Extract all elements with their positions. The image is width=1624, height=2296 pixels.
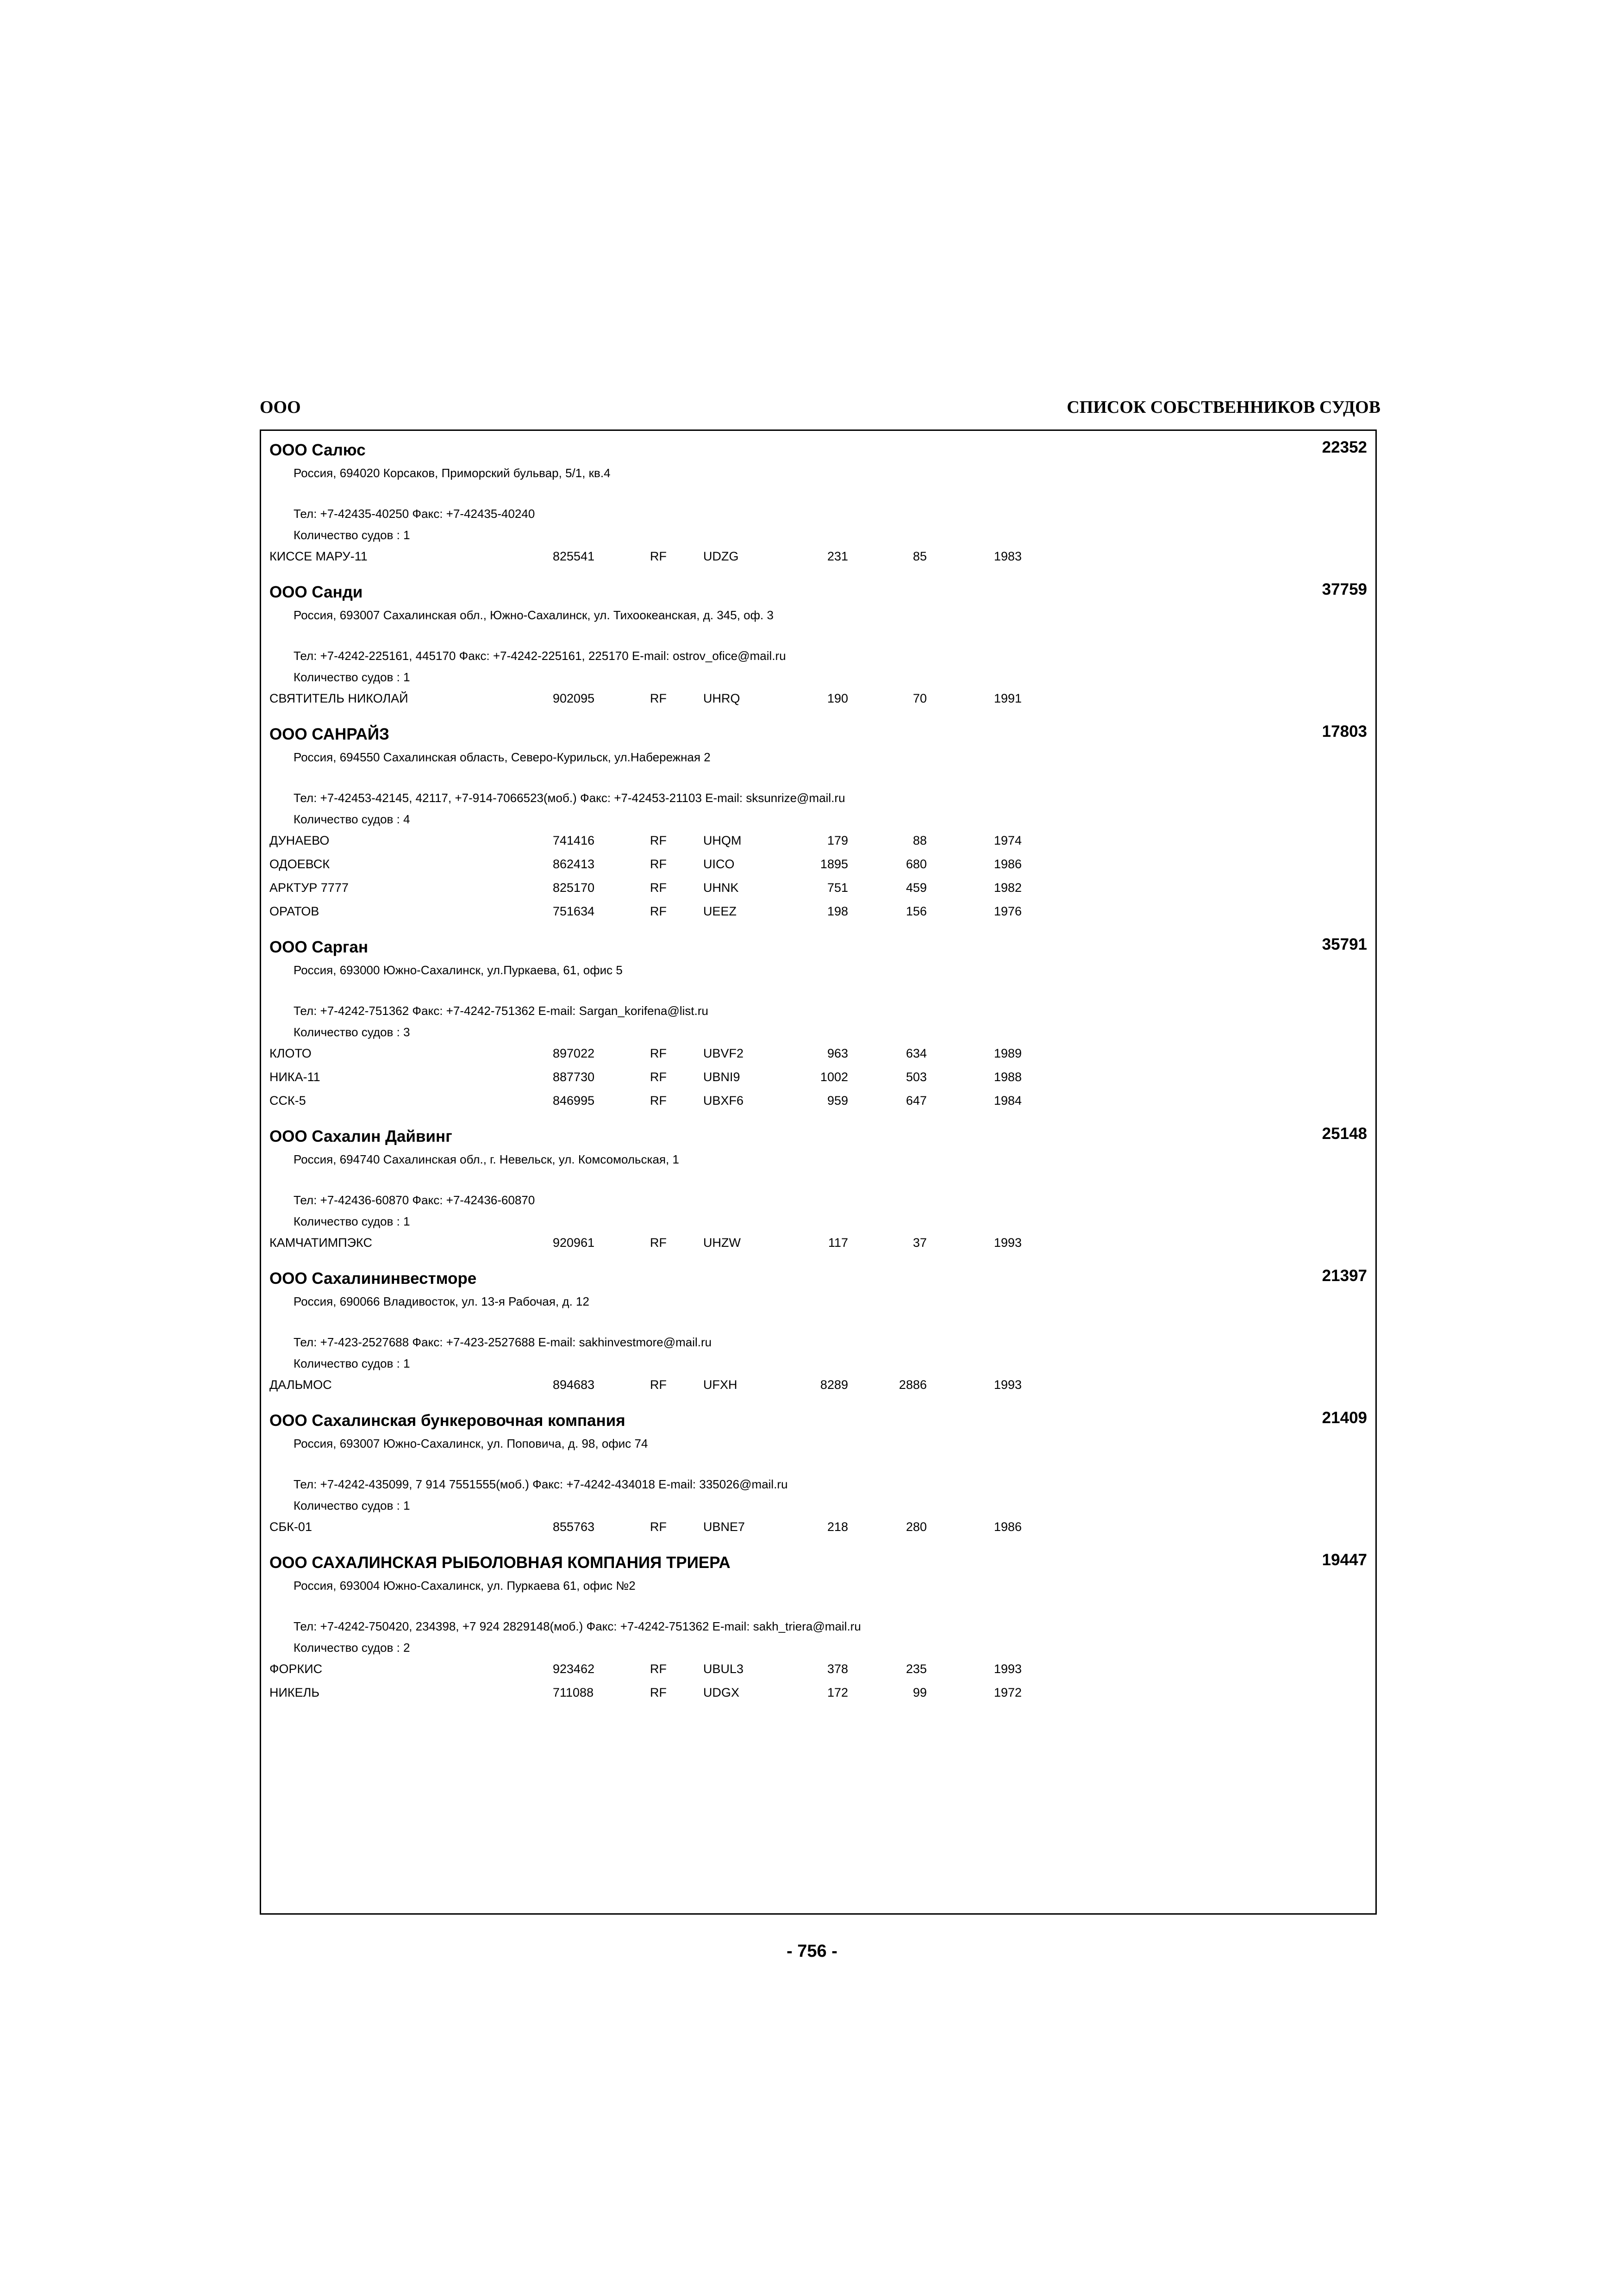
vessel-flag: RF: [650, 549, 667, 563]
vessel-row: [269, 856, 1367, 880]
vessel-flag: RF: [650, 1520, 667, 1534]
header-section-label: ООО: [260, 398, 301, 417]
vessel-gross-tonnage: 198: [827, 904, 848, 918]
company-name: ООО Санди: [269, 583, 363, 601]
company-address: Россия, 693000 Южно-Сахалинск, ул.Пуркаева, 61, офис 5: [294, 963, 623, 977]
vessel-gross-tonnage: 1895: [820, 857, 848, 871]
vessel-year: 1993: [994, 1378, 1022, 1392]
vessel-row: [269, 833, 1367, 856]
company-heading: [269, 1127, 1367, 1151]
company-address: Россия, 693004 Южно-Сахалинск, ул. Пуркаева 61, офис №2: [294, 1579, 636, 1593]
company-contacts: Тел: +7-42435-40250 Факс: +7-42435-40240: [294, 507, 535, 521]
company-heading: [269, 935, 1367, 962]
vessel-number: 902095: [553, 691, 595, 705]
vessel-name: ОДОЕВСК: [269, 857, 330, 871]
vessel-net-tonnage: 235: [906, 1662, 927, 1676]
vessel-name: СВЯТИТЕЛЬ НИКОЛАЙ: [269, 691, 408, 705]
vessel-callsign: UICO: [703, 857, 735, 871]
vessel-row: [269, 691, 1367, 714]
company-entry: [269, 1409, 1367, 1543]
vessel-number: 711088: [553, 1686, 594, 1699]
vessel-year: 1983: [994, 549, 1022, 563]
company-name: ООО САНРАЙЗ: [269, 725, 389, 743]
vessel-net-tonnage: 280: [906, 1520, 927, 1534]
company-contacts: Тел: +7-42453-42145, 42117, +7-914-7066523(моб.) Факс: +7-42453-21103 E-mail: sksunrize@mail.ru: [294, 791, 845, 805]
vessel-gross-tonnage: 172: [827, 1686, 848, 1699]
vessel-callsign: UHQM: [703, 834, 742, 847]
vessel-callsign: UEEZ: [703, 904, 737, 918]
vessel-number: 862413: [553, 857, 595, 871]
vessel-number: 887730: [553, 1070, 595, 1084]
vessel-net-tonnage: 680: [906, 857, 927, 871]
company-heading: [269, 580, 1367, 607]
vessel-number: 920961: [553, 1236, 595, 1250]
company-id: 25148: [1322, 1125, 1367, 1143]
company-list: [269, 438, 1367, 1719]
vessel-name: КЛОТО: [269, 1046, 312, 1060]
company-heading: [269, 1269, 1367, 1294]
company-contacts: Тел: +7-4242-225161, 445170 Факс: +7-4242-225161, 225170 E-mail: ostrov_ofice@mail.ru: [294, 649, 786, 663]
company-contacts: Тел: +7-4242-751362 Факс: +7-4242-751362 E-mail: Sargan_korifena@list.ru: [294, 1004, 708, 1018]
vessel-year: 1993: [994, 1662, 1022, 1676]
vessel-row: [269, 1661, 1367, 1685]
vessel-year: 1988: [994, 1070, 1022, 1084]
vessel-flag: RF: [650, 1046, 667, 1060]
company-contacts: Тел: +7-42436-60870 Факс: +7-42436-60870: [294, 1193, 535, 1207]
company-address: Россия, 694740 Сахалинская обл., г. Невельск, ул. Комсомольская, 1: [294, 1152, 679, 1166]
vessel-net-tonnage: 85: [912, 549, 927, 563]
vessel-name: КАМЧАТИМПЭКС: [269, 1236, 372, 1250]
company-entry: [269, 935, 1367, 1116]
company-name: ООО САХАЛИНСКАЯ РЫБОЛОВНАЯ КОМПАНИЯ ТРИЕРА: [269, 1554, 731, 1572]
vessel-number: 923462: [553, 1662, 595, 1676]
vessel-net-tonnage: 634: [906, 1046, 927, 1060]
company-address: Россия, 693007 Южно-Сахалинск, ул. Поповича, д. 98, офис 74: [294, 1437, 648, 1450]
vessel-callsign: UDZG: [703, 549, 739, 563]
vessel-net-tonnage: 37: [912, 1236, 927, 1250]
vessel-gross-tonnage: 231: [827, 549, 848, 563]
vessel-number: 894683: [553, 1378, 595, 1392]
company-id: 19447: [1322, 1551, 1367, 1569]
company-contacts: Тел: +7-423-2527688 Факс: +7-423-2527688 E-mail: sakhinvestmore@mail.ru: [294, 1335, 712, 1349]
vessel-callsign: UFXH: [703, 1378, 737, 1392]
vessel-year: 1986: [994, 1520, 1022, 1534]
company-contacts: Тел: +7-4242-435099, 7 914 7551555(моб.) Факс: +7-4242-434018 E-mail: 335026@mail.ru: [294, 1477, 788, 1491]
vessel-number: 846995: [553, 1094, 595, 1108]
vessel-flag: RF: [650, 1378, 667, 1392]
company-address: Россия, 694550 Сахалинская область, Северо-Курильск, ул.Набережная 2: [294, 750, 711, 764]
vessel-name: ОРАТОВ: [269, 904, 319, 918]
vessel-net-tonnage: 2886: [899, 1378, 927, 1392]
vessel-row: [269, 1093, 1367, 1116]
vessel-year: 1989: [994, 1046, 1022, 1060]
vessel-net-tonnage: 459: [906, 881, 927, 895]
company-address: Россия, 693007 Сахалинская обл., Южно-Сахалинск, ул. Тихоокеанская, д. 345, оф. 3: [294, 608, 774, 622]
company-name: ООО Сахалин Дайвинг: [269, 1127, 452, 1145]
vessel-year: 1986: [994, 857, 1022, 871]
vessel-name: ФОРКИС: [269, 1662, 323, 1676]
company-contacts: Тел: +7-4242-750420, 234398, +7 924 2829148(моб.) Факс: +7-4242-751362 E-mail: sakh_triera@mail.ru: [294, 1619, 861, 1633]
vessel-count: Количество судов : 1: [294, 1214, 410, 1228]
vessel-net-tonnage: 88: [912, 834, 927, 847]
vessel-name: ДАЛЬМОС: [269, 1378, 332, 1392]
vessel-gross-tonnage: 190: [827, 691, 848, 705]
vessel-count: Количество судов : 1: [294, 1499, 410, 1512]
company-name: ООО Сахалинская бункеровочная компания: [269, 1412, 625, 1430]
vessel-flag: RF: [650, 834, 667, 847]
company-name: ООО Сахалининвестморе: [269, 1269, 477, 1288]
vessel-gross-tonnage: 959: [827, 1094, 848, 1108]
vessel-net-tonnage: 70: [912, 691, 927, 705]
vessel-year: 1982: [994, 881, 1022, 895]
company-entry: [269, 1127, 1367, 1258]
vessel-flag: RF: [650, 1094, 667, 1108]
vessel-row: [269, 1235, 1367, 1258]
company-entry: [269, 1551, 1367, 1708]
vessel-row: [269, 1045, 1367, 1069]
page-header: [260, 397, 1380, 420]
company-id: 17803: [1322, 722, 1367, 740]
vessel-year: 1991: [994, 691, 1022, 705]
vessel-callsign: UBNE7: [703, 1520, 745, 1534]
vessel-gross-tonnage: 179: [827, 834, 848, 847]
company-id: 35791: [1322, 935, 1367, 953]
vessel-number: 751634: [553, 904, 595, 918]
vessel-number: 825170: [553, 881, 595, 895]
vessel-row: [269, 903, 1367, 927]
vessel-row: [269, 1685, 1367, 1708]
vessel-gross-tonnage: 378: [827, 1662, 848, 1676]
vessel-name: АРКТУР 7777: [269, 881, 349, 895]
vessel-count: Количество судов : 1: [294, 670, 410, 684]
vessel-count: Количество судов : 1: [294, 1356, 410, 1370]
company-id: 21397: [1322, 1267, 1367, 1285]
company-heading: [269, 438, 1367, 465]
vessel-name: НИКЕЛЬ: [269, 1686, 320, 1699]
vessel-callsign: UBNI9: [703, 1070, 740, 1084]
vessel-row: [269, 1069, 1367, 1093]
vessel-net-tonnage: 503: [906, 1070, 927, 1084]
vessel-callsign: UHRQ: [703, 691, 740, 705]
vessel-year: 1974: [994, 834, 1022, 847]
vessel-callsign: UDGX: [703, 1686, 740, 1699]
vessel-name: СБК-01: [269, 1520, 312, 1534]
vessel-callsign: UHNK: [703, 881, 739, 895]
vessel-number: 855763: [553, 1520, 595, 1534]
company-id: 21409: [1322, 1409, 1367, 1427]
vessel-flag: RF: [650, 904, 667, 918]
header-title: СПИСОК СОБСТВЕННИКОВ СУДОВ: [1067, 398, 1380, 417]
listing-frame: [260, 429, 1377, 1915]
vessel-number: 741416: [553, 834, 595, 847]
page-number: - 756 -: [787, 1941, 837, 1961]
company-address: Россия, 694020 Корсаков, Приморский бульвар, 5/1, кв.4: [294, 466, 611, 480]
vessel-callsign: UHZW: [703, 1236, 741, 1250]
company-entry: [269, 1269, 1367, 1400]
vessel-gross-tonnage: 218: [827, 1520, 848, 1534]
vessel-year: 1993: [994, 1236, 1022, 1250]
vessel-callsign: UBUL3: [703, 1662, 744, 1676]
company-heading: [269, 1551, 1367, 1578]
vessel-row: [269, 1519, 1367, 1543]
vessel-gross-tonnage: 8289: [820, 1378, 848, 1392]
vessel-flag: RF: [650, 1070, 667, 1084]
vessel-name: КИССЕ МАРУ-11: [269, 549, 368, 563]
vessel-name: ССК-5: [269, 1094, 306, 1108]
company-id: 37759: [1322, 580, 1367, 598]
company-name: ООО Сарган: [269, 938, 369, 956]
company-entry: [269, 580, 1367, 714]
vessel-row: [269, 1377, 1367, 1400]
company-name: ООО Салюс: [269, 441, 366, 459]
company-id: 22352: [1322, 438, 1367, 456]
vessel-name: НИКА-11: [269, 1070, 320, 1084]
company-heading: [269, 722, 1367, 749]
vessel-callsign: UBVF2: [703, 1046, 744, 1060]
vessel-year: 1976: [994, 904, 1022, 918]
vessel-flag: RF: [650, 1662, 667, 1676]
vessel-flag: RF: [650, 881, 667, 895]
company-entry: [269, 438, 1367, 572]
vessel-number: 897022: [553, 1046, 595, 1060]
company-heading: [269, 1409, 1367, 1436]
vessel-gross-tonnage: 963: [827, 1046, 848, 1060]
vessel-name: ДУНАЕВО: [269, 834, 330, 847]
vessel-net-tonnage: 647: [906, 1094, 927, 1108]
vessel-gross-tonnage: 1002: [820, 1070, 848, 1084]
vessel-year: 1984: [994, 1094, 1022, 1108]
vessel-flag: RF: [650, 1686, 667, 1699]
vessel-count: Количество судов : 2: [294, 1641, 410, 1655]
vessel-callsign: UBXF6: [703, 1094, 744, 1108]
vessel-net-tonnage: 99: [912, 1686, 927, 1699]
vessel-flag: RF: [650, 691, 667, 705]
vessel-gross-tonnage: 751: [827, 881, 848, 895]
vessel-net-tonnage: 156: [906, 904, 927, 918]
company-address: Россия, 690066 Владивосток, ул. 13-я Рабочая, д. 12: [294, 1294, 589, 1308]
company-entry: [269, 722, 1367, 927]
vessel-number: 825541: [553, 549, 595, 563]
vessel-count: Количество судов : 4: [294, 812, 410, 826]
vessel-gross-tonnage: 117: [828, 1236, 848, 1250]
vessel-count: Количество судов : 1: [294, 528, 410, 542]
vessel-flag: RF: [650, 1236, 667, 1250]
vessel-year: 1972: [994, 1686, 1022, 1699]
vessel-count: Количество судов : 3: [294, 1025, 410, 1039]
vessel-row: [269, 548, 1367, 572]
vessel-row: [269, 880, 1367, 903]
vessel-flag: RF: [650, 857, 667, 871]
